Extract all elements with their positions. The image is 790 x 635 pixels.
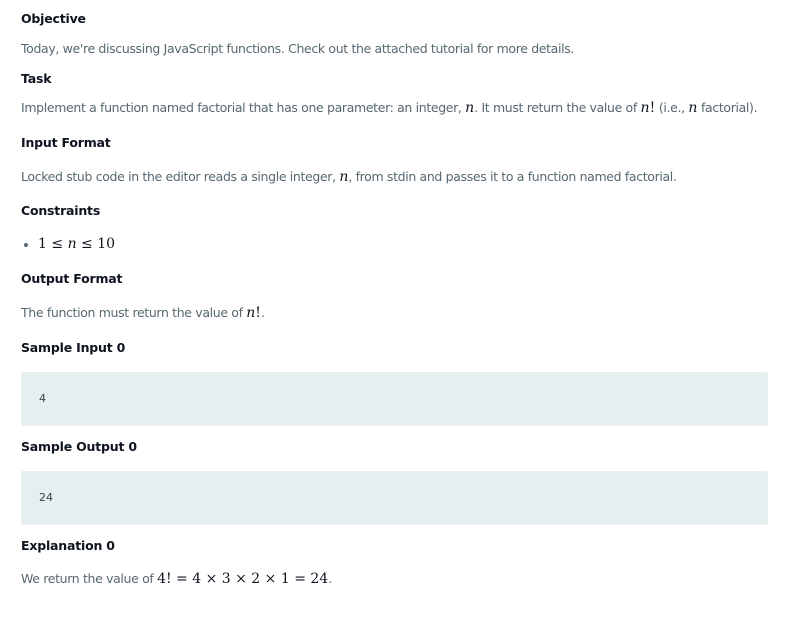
task-text: Implement a function named factorial that has one parameter: an integer, n. It must return the value of n! (i.e., n factorial). xyxy=(21,100,758,116)
constraint-item xyxy=(38,236,115,252)
math-n: n xyxy=(465,100,475,116)
sample-output-value: 24 xyxy=(39,491,53,504)
explanation-math: 4! = 4 × 3 × 2 × 1 = 24 xyxy=(157,571,329,587)
objective-heading: Objective xyxy=(21,11,86,26)
task-heading: Task xyxy=(21,71,52,86)
sample-input-heading: Sample Input 0 xyxy=(21,340,126,355)
input-format-heading: Input Format xyxy=(21,135,111,150)
math-n: n xyxy=(688,100,698,116)
constraints-heading: Constraints xyxy=(21,203,101,218)
math-n-factorial: n! xyxy=(640,100,656,116)
sample-input-box xyxy=(21,372,768,426)
math-n-factorial: n! xyxy=(246,305,261,321)
objective-text: Today, we're discussing JavaScript functions. Check out the attached tutorial for more details. xyxy=(21,41,575,56)
output-format-heading: Output Format xyxy=(21,271,123,286)
sample-input-value: 4 xyxy=(39,392,46,405)
constraint-math: 1 ≤ n ≤ 10 xyxy=(38,236,116,252)
bullet-icon xyxy=(24,243,28,247)
sample-output-box xyxy=(21,471,768,525)
input-format-text: Locked stub code in the editor reads a single integer, n, from stdin and passes it to a function named factorial. xyxy=(21,169,677,185)
output-format-text: The function must return the value of n!. xyxy=(21,305,265,321)
math-n: n xyxy=(339,169,349,185)
sample-output-heading: Sample Output 0 xyxy=(21,439,137,454)
explanation-text: We return the value of 4! = 4 × 3 × 2 × 1 = 24. xyxy=(21,571,332,587)
explanation-heading: Explanation 0 xyxy=(21,538,115,553)
